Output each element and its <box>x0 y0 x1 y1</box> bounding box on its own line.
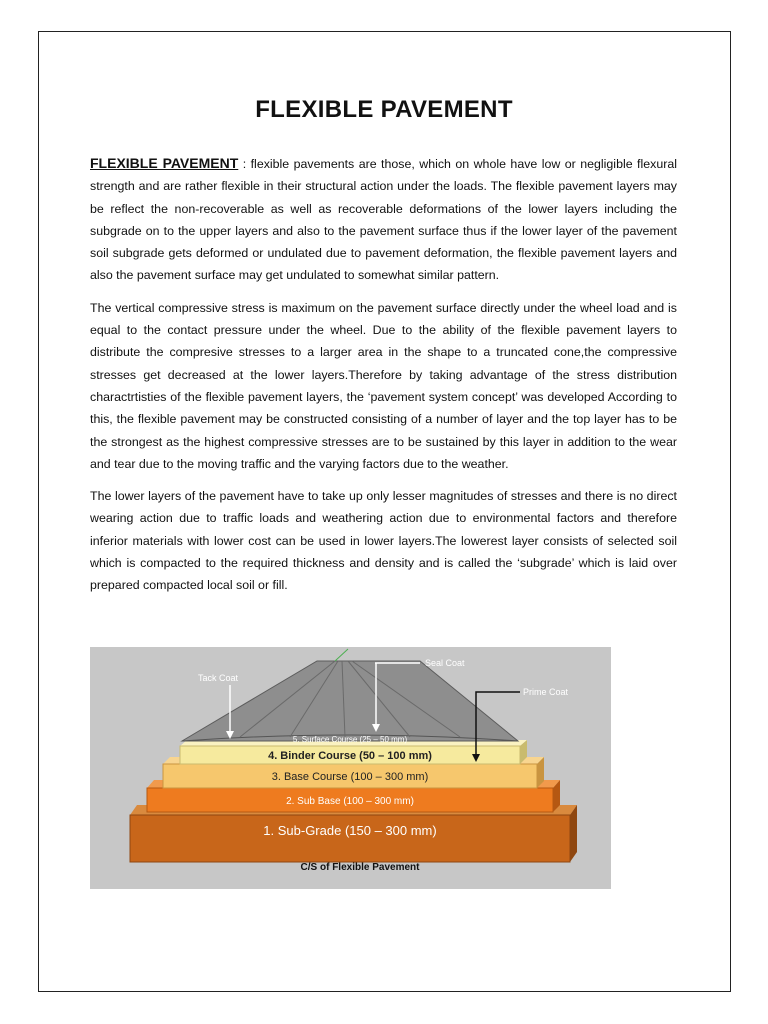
subgrade-label: 1. Sub-Grade (150 – 300 mm) <box>263 823 437 838</box>
subgrade-side-face <box>570 805 577 862</box>
paragraph-1-lead: FLEXIBLE PAVEMENT <box>90 155 239 171</box>
tack-coat-label: Tack Coat <box>198 673 239 683</box>
binder-course-label: 4. Binder Course (50 – 100 mm) <box>268 750 432 762</box>
surface-course-label: 5. Surface Course (25 – 50 mm) <box>292 735 408 744</box>
pavement-diagram <box>90 647 611 889</box>
prime-coat-label: Prime Coat <box>523 687 569 697</box>
paragraph-1 <box>90 152 677 287</box>
paragraph-3: The lower layers of the pavement have to take up only lesser magnitudes of stresses and there is no direct wearing action due to traffic loads and weathering action due to environmental factors and therefore inferior materials with lower cost can be used in lower layers.The lowerest layer consists of selected soil which is compacted to the required thickness and density and is called the ‘subgrade’ which is laid over prepared compacted local soil or fill. <box>90 489 677 593</box>
paragraph-1-text: : flexible pavements are those, which on whole have low or negligible flexural strength and are rather flexible in their structural action under the loads. The flexible pavement layers may be reflect the non-recoverable as well as recoverable deformations of the lower layers including the subgrade on to the upper layers and also to the pavement surface thus if the lower layer of the pavement soil subgrade gets deformed or undulated due to pavement deformation, the flexible pavement layers and also the pavement surface may get undulated to somewhat similar pattern. <box>90 157 677 283</box>
page-title: FLEXIBLE PAVEMENT <box>255 96 513 123</box>
figure-caption: C/S of Flexible Pavement <box>300 862 420 873</box>
document-body <box>90 152 677 607</box>
subbase-label: 2. Sub Base (100 – 300 mm) <box>286 796 414 807</box>
seal-coat-label: Seal Coat <box>425 658 465 668</box>
pavement-cross-section-figure <box>90 647 611 889</box>
paragraph-2: The vertical compressive stress is maximum on the pavement surface directly under the wheel load and is equal to the contact pressure under the wheel. Due to the ability of the flexible pavement layers to distribute the compresive stresses to a larger area in the shape to a truncated cone,the compressive stresses get decreased at the lower layers.Therefore by taking advantage of the stress distribution charactrtisties of the flexible pavement layers, the ‘pavement system concept’ was developed According to this, the flexible pavement may be constructed consisting of a number of layer and the top layer has to be the strongest as the highest compressive stresses are to be sustained by this layer in addition to the wear and tear due to the moving traffic and the varying factors due to the weather. <box>90 300 677 471</box>
base-course-label: 3. Base Course (100 – 300 mm) <box>271 771 429 783</box>
